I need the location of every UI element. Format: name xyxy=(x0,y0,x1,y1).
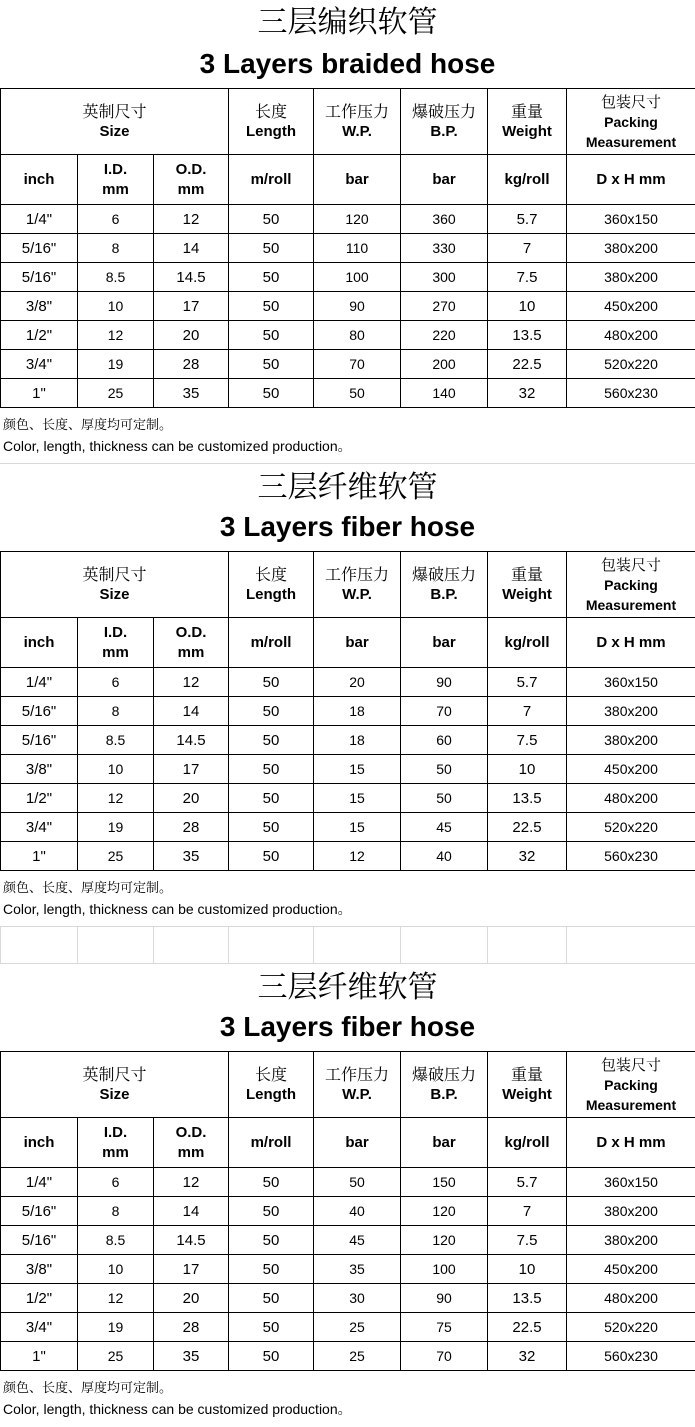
note-zh: 颜色、长度、厚度均可定制。 xyxy=(3,1381,173,1396)
wp-cell: 12 xyxy=(314,842,401,871)
od-mm-cell: 20 xyxy=(154,784,229,813)
unit-length: m/roll xyxy=(229,1118,314,1168)
section-3-rows xyxy=(1,1168,695,1371)
packing-cell: 480x200 xyxy=(567,321,695,350)
size-inch-cell: 1/4" xyxy=(1,668,78,697)
length-cell: 50 xyxy=(229,726,314,755)
size-inch-cell: 1" xyxy=(1,842,78,871)
weight-cell: 13.5 xyxy=(488,321,567,350)
divider xyxy=(0,963,695,964)
weight-cell: 32 xyxy=(488,379,567,408)
od-mm-cell: 12 xyxy=(154,205,229,234)
length-cell: 50 xyxy=(229,1284,314,1313)
note-zh: 颜色、长度、厚度均可定制。 xyxy=(3,881,173,896)
table-row xyxy=(1,1197,695,1226)
size-inch-cell: 1/2" xyxy=(1,321,78,350)
id-mm-cell: 10 xyxy=(78,292,154,321)
od-mm-cell: 14 xyxy=(154,234,229,263)
length-header: 长度 Length xyxy=(229,89,314,155)
unit-id: I.D. mm xyxy=(78,618,154,668)
wp-cell: 110 xyxy=(314,234,401,263)
table-row xyxy=(1,726,695,755)
od-mm-cell: 14.5 xyxy=(154,263,229,292)
size-inch-cell: 3/8" xyxy=(1,292,78,321)
packing-cell: 520x220 xyxy=(567,350,695,379)
size-inch-cell: 1/2" xyxy=(1,1284,78,1313)
size-inch-cell: 3/4" xyxy=(1,1313,78,1342)
table-row xyxy=(1,842,695,871)
unit-wp: bar xyxy=(314,618,401,668)
unit-id: I.D. mm xyxy=(78,155,154,205)
wp-cell: 15 xyxy=(314,813,401,842)
table-row xyxy=(1,234,695,263)
unit-row xyxy=(1,155,695,205)
weight-cell: 22.5 xyxy=(488,350,567,379)
wp-cell: 15 xyxy=(314,784,401,813)
weight-cell: 10 xyxy=(488,292,567,321)
table-row xyxy=(1,1313,695,1342)
length-cell: 50 xyxy=(229,668,314,697)
unit-packing: D x H mm xyxy=(567,618,695,668)
unit-od: O.D. mm xyxy=(154,155,229,205)
unit-wp: bar xyxy=(314,155,401,205)
wp-cell: 50 xyxy=(314,1168,401,1197)
size-inch-cell: 1/2" xyxy=(1,784,78,813)
wp-cell: 25 xyxy=(314,1313,401,1342)
divider xyxy=(0,463,695,464)
table-row xyxy=(1,205,695,234)
section-2-title-zh: 三层纤维软管 xyxy=(257,470,438,505)
bp-cell: 360 xyxy=(401,205,488,234)
length-cell: 50 xyxy=(229,784,314,813)
od-mm-cell: 35 xyxy=(154,1342,229,1371)
unit-packing: D x H mm xyxy=(567,155,695,205)
section-2-note xyxy=(3,878,352,920)
od-mm-cell: 14 xyxy=(154,1197,229,1226)
id-mm-cell: 8.5 xyxy=(78,726,154,755)
length-cell: 50 xyxy=(229,350,314,379)
size-header: 英制尺寸 Size xyxy=(1,89,229,155)
bp-cell: 140 xyxy=(401,379,488,408)
id-mm-cell: 19 xyxy=(78,350,154,379)
weight-cell: 32 xyxy=(488,842,567,871)
size-inch-cell: 5/16" xyxy=(1,1226,78,1255)
weight-cell: 10 xyxy=(488,1255,567,1284)
packing-cell: 360x150 xyxy=(567,1168,695,1197)
unit-inch: inch xyxy=(1,618,78,668)
bp-cell: 200 xyxy=(401,350,488,379)
table-row xyxy=(1,263,695,292)
unit-weight: kg/roll xyxy=(488,155,567,205)
bp-header: 爆破压力 B.P. xyxy=(401,552,488,618)
table-row xyxy=(1,1255,695,1284)
length-cell: 50 xyxy=(229,813,314,842)
wp-cell: 25 xyxy=(314,1342,401,1371)
length-cell: 50 xyxy=(229,697,314,726)
weight-cell: 7.5 xyxy=(488,263,567,292)
unit-wp: bar xyxy=(314,1118,401,1168)
bp-cell: 150 xyxy=(401,1168,488,1197)
bp-cell: 120 xyxy=(401,1226,488,1255)
id-mm-cell: 12 xyxy=(78,321,154,350)
length-cell: 50 xyxy=(229,1342,314,1371)
weight-cell: 7.5 xyxy=(488,726,567,755)
length-cell: 50 xyxy=(229,321,314,350)
section-3-title-zh: 三层纤维软管 xyxy=(257,970,438,1005)
id-mm-cell: 25 xyxy=(78,379,154,408)
note-en: Color, length, thickness can be customized production。 xyxy=(3,1401,352,1417)
bp-cell: 45 xyxy=(401,813,488,842)
table-row xyxy=(1,668,695,697)
length-header: 长度 Length xyxy=(229,552,314,618)
packing-cell: 560x230 xyxy=(567,379,695,408)
length-header: 长度 Length xyxy=(229,1052,314,1118)
bp-cell: 330 xyxy=(401,234,488,263)
table-row xyxy=(1,350,695,379)
note-zh: 颜色、长度、厚度均可定制。 xyxy=(3,418,173,433)
id-mm-cell: 8 xyxy=(78,697,154,726)
od-mm-cell: 28 xyxy=(154,350,229,379)
weight-cell: 22.5 xyxy=(488,813,567,842)
packing-header: 包装尺寸 Packing Measurement xyxy=(567,1052,695,1118)
weight-cell: 10 xyxy=(488,755,567,784)
size-inch-cell: 5/16" xyxy=(1,726,78,755)
size-header: 英制尺寸 Size xyxy=(1,1052,229,1118)
weight-cell: 13.5 xyxy=(488,784,567,813)
table-row xyxy=(1,379,695,408)
wp-header: 工作压力 W.P. xyxy=(314,552,401,618)
packing-cell: 380x200 xyxy=(567,726,695,755)
weight-cell: 32 xyxy=(488,1342,567,1371)
weight-cell: 5.7 xyxy=(488,1168,567,1197)
length-cell: 50 xyxy=(229,234,314,263)
id-mm-cell: 19 xyxy=(78,813,154,842)
table-row xyxy=(1,1342,695,1371)
bp-cell: 50 xyxy=(401,784,488,813)
wp-cell: 45 xyxy=(314,1226,401,1255)
divider xyxy=(0,926,695,927)
section-3-spec-table xyxy=(0,1051,695,1371)
packing-cell: 560x230 xyxy=(567,1342,695,1371)
unit-bp: bar xyxy=(401,618,488,668)
id-mm-cell: 12 xyxy=(78,784,154,813)
bp-cell: 40 xyxy=(401,842,488,871)
od-mm-cell: 28 xyxy=(154,1313,229,1342)
packing-cell: 480x200 xyxy=(567,784,695,813)
size-inch-cell: 1" xyxy=(1,1342,78,1371)
bp-header: 爆破压力 B.P. xyxy=(401,89,488,155)
table-row xyxy=(1,1226,695,1255)
header-row xyxy=(1,552,695,618)
header-row xyxy=(1,89,695,155)
packing-cell: 360x150 xyxy=(567,205,695,234)
length-cell: 50 xyxy=(229,379,314,408)
weight-cell: 7 xyxy=(488,697,567,726)
table-row xyxy=(1,813,695,842)
id-mm-cell: 8 xyxy=(78,234,154,263)
section-1-title-en: 3 Layers braided hose xyxy=(199,48,496,79)
wp-cell: 30 xyxy=(314,1284,401,1313)
wp-cell: 120 xyxy=(314,205,401,234)
id-mm-cell: 6 xyxy=(78,668,154,697)
table-row xyxy=(1,1168,695,1197)
unit-inch: inch xyxy=(1,1118,78,1168)
table-row xyxy=(1,697,695,726)
id-mm-cell: 10 xyxy=(78,755,154,784)
weight-cell: 7 xyxy=(488,1197,567,1226)
wp-cell: 18 xyxy=(314,697,401,726)
unit-weight: kg/roll xyxy=(488,1118,567,1168)
length-cell: 50 xyxy=(229,755,314,784)
od-mm-cell: 35 xyxy=(154,842,229,871)
packing-cell: 380x200 xyxy=(567,234,695,263)
length-cell: 50 xyxy=(229,1197,314,1226)
table-row xyxy=(1,784,695,813)
wp-cell: 50 xyxy=(314,379,401,408)
wp-header: 工作压力 W.P. xyxy=(314,1052,401,1118)
weight-cell: 5.7 xyxy=(488,668,567,697)
packing-header: 包装尺寸 Packing Measurement xyxy=(567,552,695,618)
packing-cell: 560x230 xyxy=(567,842,695,871)
weight-cell: 13.5 xyxy=(488,1284,567,1313)
size-inch-cell: 5/16" xyxy=(1,1197,78,1226)
size-inch-cell: 5/16" xyxy=(1,234,78,263)
section-2-spec-table xyxy=(0,551,695,871)
unit-packing: D x H mm xyxy=(567,1118,695,1168)
packing-cell: 360x150 xyxy=(567,668,695,697)
section-2-title-en: 3 Layers fiber hose xyxy=(219,511,476,542)
section-1-title-zh: 三层编织软管 xyxy=(257,5,438,40)
table-row xyxy=(1,292,695,321)
od-mm-cell: 17 xyxy=(154,292,229,321)
size-inch-cell: 3/8" xyxy=(1,755,78,784)
unit-bp: bar xyxy=(401,155,488,205)
bp-cell: 270 xyxy=(401,292,488,321)
od-mm-cell: 14.5 xyxy=(154,1226,229,1255)
id-mm-cell: 8 xyxy=(78,1197,154,1226)
section-3-title-en: 3 Layers fiber hose xyxy=(219,1011,476,1042)
bp-cell: 75 xyxy=(401,1313,488,1342)
bp-cell: 70 xyxy=(401,1342,488,1371)
id-mm-cell: 6 xyxy=(78,1168,154,1197)
unit-od: O.D. mm xyxy=(154,1118,229,1168)
packing-cell: 450x200 xyxy=(567,1255,695,1284)
od-mm-cell: 28 xyxy=(154,813,229,842)
section-2-rows xyxy=(1,668,695,871)
packing-cell: 520x220 xyxy=(567,1313,695,1342)
length-cell: 50 xyxy=(229,1168,314,1197)
length-cell: 50 xyxy=(229,842,314,871)
size-inch-cell: 3/8" xyxy=(1,1255,78,1284)
od-mm-cell: 12 xyxy=(154,668,229,697)
bp-cell: 90 xyxy=(401,668,488,697)
wp-cell: 90 xyxy=(314,292,401,321)
size-inch-cell: 1/4" xyxy=(1,205,78,234)
id-mm-cell: 10 xyxy=(78,1255,154,1284)
od-mm-cell: 20 xyxy=(154,1284,229,1313)
wp-cell: 80 xyxy=(314,321,401,350)
size-inch-cell: 1" xyxy=(1,379,78,408)
section-1-note xyxy=(3,415,352,457)
unit-inch: inch xyxy=(1,155,78,205)
packing-cell: 450x200 xyxy=(567,755,695,784)
od-mm-cell: 14.5 xyxy=(154,726,229,755)
length-cell: 50 xyxy=(229,205,314,234)
wp-cell: 18 xyxy=(314,726,401,755)
weight-cell: 7 xyxy=(488,234,567,263)
size-header: 英制尺寸 Size xyxy=(1,552,229,618)
table-row xyxy=(1,1284,695,1313)
bp-cell: 50 xyxy=(401,755,488,784)
unit-row xyxy=(1,618,695,668)
bp-cell: 100 xyxy=(401,1255,488,1284)
weight-header: 重量 Weight xyxy=(488,552,567,618)
note-en: Color, length, thickness can be customized production。 xyxy=(3,901,352,917)
id-mm-cell: 6 xyxy=(78,205,154,234)
bp-header: 爆破压力 B.P. xyxy=(401,1052,488,1118)
wp-cell: 70 xyxy=(314,350,401,379)
wp-cell: 40 xyxy=(314,1197,401,1226)
bp-cell: 90 xyxy=(401,1284,488,1313)
id-mm-cell: 12 xyxy=(78,1284,154,1313)
weight-cell: 7.5 xyxy=(488,1226,567,1255)
od-mm-cell: 35 xyxy=(154,379,229,408)
wp-cell: 15 xyxy=(314,755,401,784)
unit-row xyxy=(1,1118,695,1168)
od-mm-cell: 20 xyxy=(154,321,229,350)
od-mm-cell: 17 xyxy=(154,755,229,784)
size-inch-cell: 5/16" xyxy=(1,697,78,726)
packing-header: 包装尺寸 Packing Measurement xyxy=(567,89,695,155)
length-cell: 50 xyxy=(229,263,314,292)
unit-bp: bar xyxy=(401,1118,488,1168)
id-mm-cell: 19 xyxy=(78,1313,154,1342)
length-cell: 50 xyxy=(229,1313,314,1342)
section-1-rows xyxy=(1,205,695,408)
unit-length: m/roll xyxy=(229,618,314,668)
packing-cell: 520x220 xyxy=(567,813,695,842)
unit-length: m/roll xyxy=(229,155,314,205)
id-mm-cell: 8.5 xyxy=(78,263,154,292)
id-mm-cell: 25 xyxy=(78,842,154,871)
id-mm-cell: 25 xyxy=(78,1342,154,1371)
bp-cell: 300 xyxy=(401,263,488,292)
table-row xyxy=(1,755,695,784)
unit-weight: kg/roll xyxy=(488,618,567,668)
packing-cell: 450x200 xyxy=(567,292,695,321)
weight-header: 重量 Weight xyxy=(488,89,567,155)
od-mm-cell: 14 xyxy=(154,697,229,726)
length-cell: 50 xyxy=(229,292,314,321)
packing-cell: 380x200 xyxy=(567,263,695,292)
unit-od: O.D. mm xyxy=(154,618,229,668)
weight-header: 重量 Weight xyxy=(488,1052,567,1118)
size-inch-cell: 5/16" xyxy=(1,263,78,292)
od-mm-cell: 17 xyxy=(154,1255,229,1284)
packing-cell: 380x200 xyxy=(567,1197,695,1226)
size-inch-cell: 3/4" xyxy=(1,813,78,842)
bp-cell: 120 xyxy=(401,1197,488,1226)
od-mm-cell: 12 xyxy=(154,1168,229,1197)
bp-cell: 220 xyxy=(401,321,488,350)
length-cell: 50 xyxy=(229,1226,314,1255)
wp-cell: 20 xyxy=(314,668,401,697)
blank-spacer-row xyxy=(0,926,695,964)
length-cell: 50 xyxy=(229,1255,314,1284)
bp-cell: 70 xyxy=(401,697,488,726)
packing-cell: 480x200 xyxy=(567,1284,695,1313)
packing-cell: 380x200 xyxy=(567,1226,695,1255)
weight-cell: 5.7 xyxy=(488,205,567,234)
wp-cell: 100 xyxy=(314,263,401,292)
wp-cell: 35 xyxy=(314,1255,401,1284)
section-3-note xyxy=(3,1378,352,1420)
header-row xyxy=(1,1052,695,1118)
size-inch-cell: 3/4" xyxy=(1,350,78,379)
id-mm-cell: 8.5 xyxy=(78,1226,154,1255)
note-en: Color, length, thickness can be customized production。 xyxy=(3,438,352,454)
size-inch-cell: 1/4" xyxy=(1,1168,78,1197)
unit-id: I.D. mm xyxy=(78,1118,154,1168)
section-1-spec-table xyxy=(0,88,695,408)
packing-cell: 380x200 xyxy=(567,697,695,726)
weight-cell: 22.5 xyxy=(488,1313,567,1342)
bp-cell: 60 xyxy=(401,726,488,755)
table-row xyxy=(1,321,695,350)
wp-header: 工作压力 W.P. xyxy=(314,89,401,155)
